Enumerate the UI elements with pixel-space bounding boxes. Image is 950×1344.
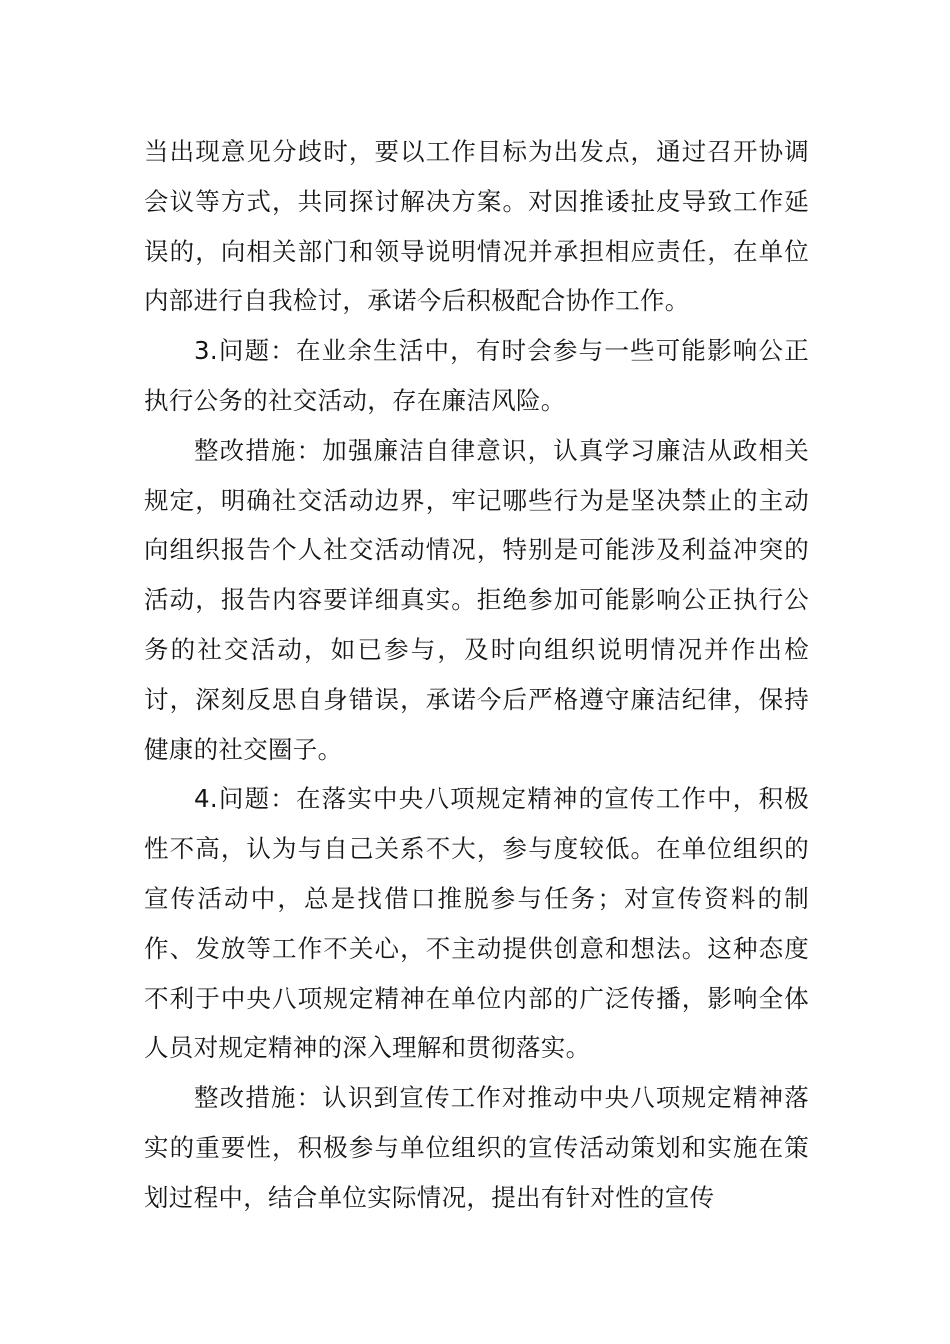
paragraph-rectification-4: 整改措施：认识到宣传工作对推动中央八项规定精神落实的重要性，积极参与单位组织的宣传活动策划和实施在策划过程中，结合单位实际情况，提出有针对性的宣传: [144, 1083, 809, 1212]
paragraph-issue-3: 3.问题：在业余生活中，有时会参与一些可能影响公正执行公务的社交活动，存在廉洁风险。: [144, 336, 809, 415]
paragraph-continuation: 当出现意见分歧时，要以工作目标为出发点，通过召开协调会议等方式，共同探讨解决方案。对因推诿扯皮导致工作延误的，向相关部门和领导说明情况并承担相应责任，在单位内部进行自我检讨，承诺今后积极配合协作工作。: [144, 137, 809, 316]
document-body: [144, 127, 809, 1223]
paragraph-rectification-3: 整改措施：加强廉洁自律意识，认真学习廉洁从政相关规定，明确社交活动边界，牢记哪些行为是坚决禁止的主动向组织报告个人社交活动情况，特别是可能涉及利益冲突的活动，报告内容要详细真实。拒绝参加可能影响公正执行公务的社交活动，如已参与，及时向组织说明情况并作出检讨，深刻反思自身错误，承诺今后严格遵守廉洁纪律，保持健康的社交圈子。: [144, 435, 809, 764]
paragraph-issue-4: 4.问题：在落实中央八项规定精神的宣传工作中，积极性不高，认为与自己关系不大，参与度较低。在单位组织的宣传活动中，总是找借口推脱参与任务；对宣传资料的制作、发放等工作不关心，不主动提供创意和想法。这种态度不利于中央八项规定精神在单位内部的广泛传播，影响全体人员对规定精神的深入理解和贯彻落实。: [144, 784, 809, 1063]
